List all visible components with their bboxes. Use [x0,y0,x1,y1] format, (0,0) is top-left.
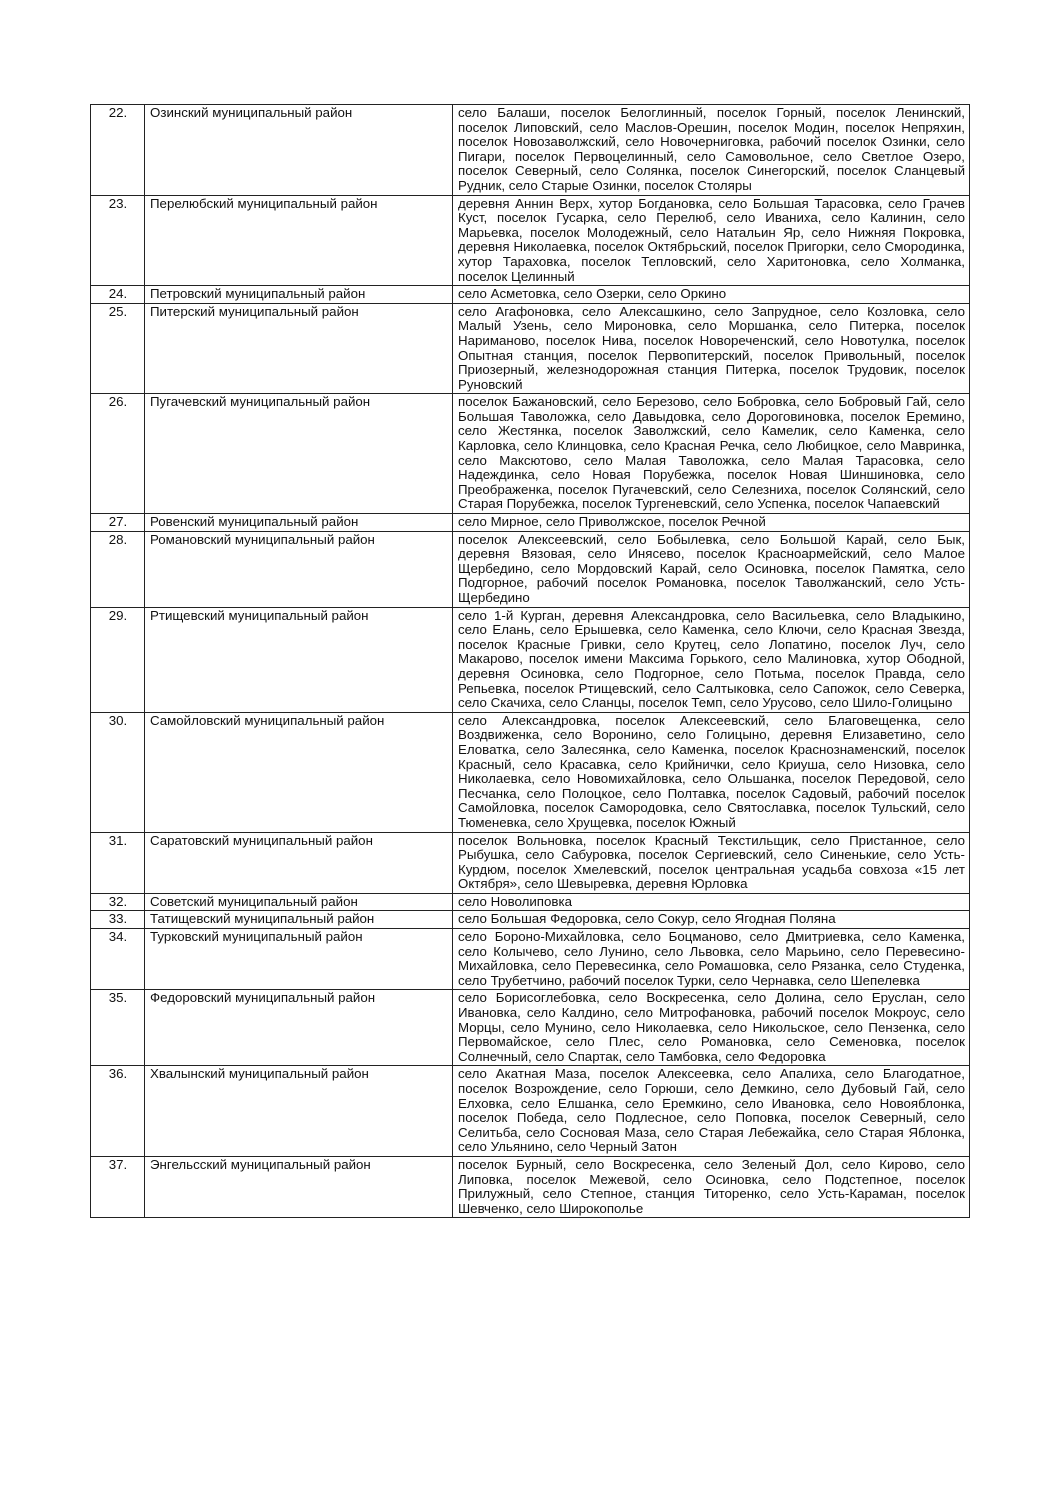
settlements-list: село Борисоглебовка, село Воскресенка, село Долина, село Еруслан, село Ивановка, село Калдино, село Митрофановка, рабочий поселок Мокроус, село Морцы, село Мунино, село Николаевка, село Никольское, село Пензенка, село Первомайское, село Плес, село Романовка, село Семеновка, поселок Солнечный, село Спартак, село Тамбовка, село Федоровка [453,990,970,1066]
settlements-list: село Большая Федоровка, село Сокур, село Ягодная Поляна [453,911,970,929]
district-name: Самойловский муниципальный район [145,712,453,832]
settlements-list: поселок Вольновка, поселок Красный Текстильщик, село Пристанное, село Рыбушка, село Сабуровка, поселок Сергиевский, село Синенькие, село Усть-Курдюм, поселок Хмелевский, поселок центральная усадьба совхоза «15 лет Октября», село Шевыревка, деревня Юрловка [453,832,970,893]
district-name: Федоровский муниципальный район [145,990,453,1066]
table-row [91,105,970,196]
settlements-list: село Бороно-Михайловка, село Боцманово, село Дмитриевка, село Каменка, село Колычево, село Лунино, село Львовка, село Марьино, село Перевесино-Михайловка, село Перевесинка, село Ромашовка, село Рязанка, село Студенка, село Трубетчино, рабочий поселок Турки, село Чернавка, село Шепелевка [453,929,970,990]
table-row [91,286,970,304]
district-name: Питерский муниципальный район [145,303,453,394]
district-name: Татищевский муниципальный район [145,911,453,929]
settlements-list: поселок Алексеевский, село Бобылевка, село Большой Карай, село Бык, деревня Вязовая, село Инясево, поселок Красноармейский, село Малое Щербедино, село Мордовский Карай, село Осиновка, поселок Памятка, село Подгорное, рабочий поселок Романовка, поселок Таволжанский, село Усть-Щербедино [453,531,970,607]
table-row [91,911,970,929]
table-row [91,832,970,893]
table-row [91,531,970,607]
district-name: Советский муниципальный район [145,893,453,911]
settlements-list: село Балаши, поселок Белоглинный, поселок Горный, поселок Ленинский, поселок Липовский, село Маслов-Орешин, поселок Модин, поселок Непряхин, поселок Новозаволжский, село Новочерниговка, рабочий поселок Озинки, село Пигари, поселок Первоцелинный, село Самовольное, село Светлое Озеро, поселок Северный, село Солянка, поселок Синегорский, поселок Сланцевый Рудник, село Старые Озинки, поселок Столяры [453,105,970,196]
district-name: Турковский муниципальный район [145,929,453,990]
table-row [91,514,970,532]
settlements-list: деревня Аннин Верх, хутор Богдановка, село Большая Тарасовка, село Грачев Куст, поселок Гусарка, село Перелюб, село Иваниха, село Калинин, село Марьевка, поселок Молодежный, село Натальин Яр, село Нижняя Покровка, деревня Николаевка, поселок Октябрьский, поселок Пригорки, село Смородинка, хутор Тараховка, поселок Тепловский, село Харитоновка, село Холманка, поселок Целинный [453,195,970,286]
district-name: Перелюбский муниципальный район [145,195,453,286]
district-name: Озинский муниципальный район [145,105,453,196]
row-number: 36. [91,1066,145,1157]
settlements-list: село Агафоновка, село Алексашкино, село Запрудное, село Козловка, село Малый Узень, село Мироновка, село Моршанка, село Питерка, поселок Нариманово, поселок Нива, поселок Новореченский, село Новотулка, поселок Опытная станция, поселок Первопитерский, поселок Привольный, поселок Приозерный, железнодорожная станция Питерка, поселок Трудовик, поселок Руновский [453,303,970,394]
district-name: Петровский муниципальный район [145,286,453,304]
row-number: 32. [91,893,145,911]
district-name: Энгельсский муниципальный район [145,1156,453,1217]
row-number: 29. [91,607,145,712]
row-number: 28. [91,531,145,607]
settlements-list: поселок Бажановский, село Березово, село Бобровка, село Бобровый Гай, село Большая Таволожка, село Давыдовка, село Дороговиновка, поселок Еремино, село Жестянка, поселок Заволжский, село Камелик, село Каменка, село Карловка, село Клинцовка, село Красная Речка, село Любицкое, село Мавринка, село Максютово, село Малая Таволожка, село Малая Тарасовка, село Надеждинка, село Новая Порубежка, поселок Новая Шиншиновка, село Преображенка, поселок Пугачевский, село Селезниха, поселок Солянский, село Старая Порубежка, поселок Тургеневский, село Успенка, поселок Чапаевский [453,394,970,514]
table-row [91,1156,970,1217]
settlements-list: село Мирное, село Приволжское, поселок Речной [453,514,970,532]
table-row [91,990,970,1066]
settlements-table [90,104,970,1218]
table-row [91,394,970,514]
table-body [91,105,970,1218]
row-number: 33. [91,911,145,929]
district-name: Хвалынский муниципальный район [145,1066,453,1157]
row-number: 35. [91,990,145,1066]
table-row [91,303,970,394]
table-row [91,1066,970,1157]
settlements-list: поселок Бурный, село Воскресенка, село Зеленый Дол, село Кирово, село Липовка, поселок Межевой, село Осиновка, село Подстепное, поселок Прилужный, село Степное, станция Титоренко, село Усть-Караман, поселок Шевченко, село Широкополье [453,1156,970,1217]
table-row [91,929,970,990]
settlements-list: село Акатная Маза, поселок Алексеевка, село Апалиха, село Благодатное, поселок Возрождение, село Горюши, село Демкино, село Дубовый Гай, село Елховка, село Елшанка, село Еремкино, село Ивановка, село Новояблонка, поселок Победа, село Подлесное, село Поповка, поселок Северный, село Селитьба, село Сосновая Маза, село Старая Лебежайка, село Старая Яблонка, село Ульянино, село Черный Затон [453,1066,970,1157]
district-name: Ровенский муниципальный район [145,514,453,532]
settlements-list: село Новолиповка [453,893,970,911]
settlements-list: село Александровка, поселок Алексеевский, село Благовещенка, село Воздвиженка, село Воронино, село Голицыно, деревня Елизаветино, село Еловатка, село Залесянка, село Каменка, поселок Краснознаменский, поселок Красный, село Красавка, село Крийнички, село Криуша, село Низовка, село Николаевка, село Новомихайловка, село Ольшанка, поселок Передовой, село Песчанка, село Полоцкое, село Полтавка, поселок Садовый, рабочий поселок Самойловка, поселок Самородовка, село Святославка, поселок Тульский, село Тюменевка, село Хрущевка, поселок Южный [453,712,970,832]
row-number: 22. [91,105,145,196]
row-number: 37. [91,1156,145,1217]
row-number: 34. [91,929,145,990]
district-name: Пугачевский муниципальный район [145,394,453,514]
table-row [91,893,970,911]
row-number: 24. [91,286,145,304]
row-number: 23. [91,195,145,286]
row-number: 27. [91,514,145,532]
table-row [91,607,970,712]
district-name: Ртищевский муниципальный район [145,607,453,712]
settlements-list: село 1-й Курган, деревня Александровка, село Васильевка, село Владыкино, село Елань, село Ерышевка, село Каменка, село Ключи, село Красная Звезда, поселок Красные Гривки, село Крутец, село Лопатино, поселок Луч, село Макарово, поселок имени Максима Горького, село Малиновка, хутор Ободной, деревня Осиновка, село Подгорное, село Потьма, поселок Правда, село Репьевка, поселок Ртищевский, село Салтыковка, село Сапожок, село Северка, село Скачиха, село Сланцы, поселок Темп, село Урусово, село Шило-Голицыно [453,607,970,712]
row-number: 26. [91,394,145,514]
district-name: Романовский муниципальный район [145,531,453,607]
settlements-list: село Асметовка, село Озерки, село Оркино [453,286,970,304]
row-number: 31. [91,832,145,893]
table-row [91,195,970,286]
district-name: Саратовский муниципальный район [145,832,453,893]
table-row [91,712,970,832]
row-number: 30. [91,712,145,832]
row-number: 25. [91,303,145,394]
